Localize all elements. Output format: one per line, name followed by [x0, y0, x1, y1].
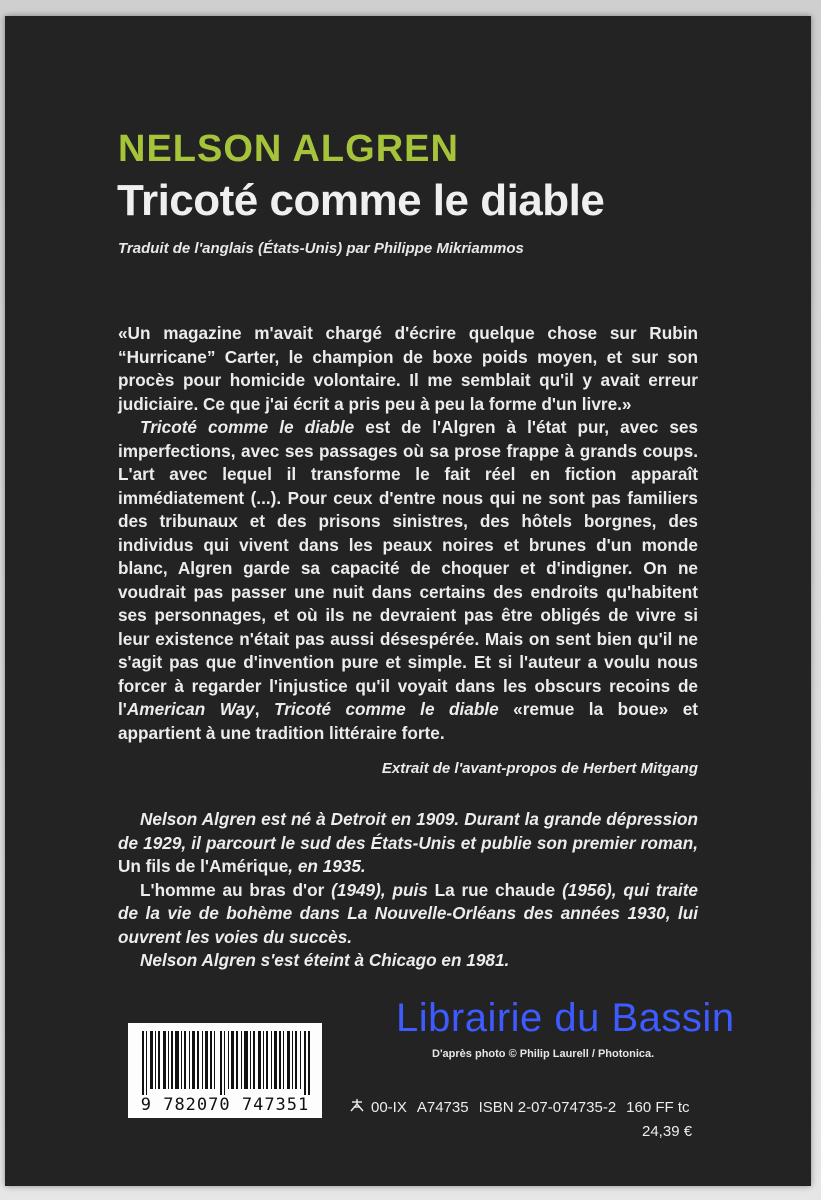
author-name: NELSON ALGREN — [118, 128, 459, 170]
author-bio — [118, 808, 698, 973]
blurb-american-way: American Way — [126, 699, 255, 719]
photo-credit: D'après photo © Philip Laurell / Photonica. — [432, 1048, 655, 1060]
bio-book-2: L'homme au bras d'or — [140, 879, 325, 900]
blurb-title-ref: Tricoté comme le diable — [140, 417, 355, 437]
barcode-number: 9 782070 747351 — [140, 1095, 310, 1115]
bio-paragraph-2: L'homme au bras d'or (1949), puis La rue chaude (1956), qui traite de la vie de bohème dans La Nouvelle-Orléans des années 1930, lui ouvrent les voies du succès. — [118, 879, 698, 947]
bio-paragraph-3: Nelson Algren s'est éteint à Chicago en 1981. — [140, 950, 510, 970]
blurb-paragraph: Tricoté comme le diable est de l'Algren à l'état pur, avec ses imperfections, avec ses passages où sa prose frappe à grands coups. L'art avec lequel il transforme le fait réel en fiction apparaît immédiatement (...). Pour ceux d'entre nous qui ne sont pas familiers des tribunaux et des prisons sinistres, des hôtels borgnes, des individus qui vivent dans les peaux noires et brunes d'un monde blanc, Algren garde sa capacité de choquer et d'indigner. On ne voudrait pas passer une nuit dans certains des endroits qu'habitent ses personnages, et où ils ne devraient pas être obligés de vivre si leur existence n'était pas aussi désespérée. Mais on sent bien qu'il ne s'agit pas que d'invention pure et simple. Et si l'auteur a voulu nous forcer à regarder l'injustice qu'il voyait dans les obscurs recoins de l'American Way, Tricoté comme le diable «remue la boue» et appartient à une tradition littéraire forte. — [118, 417, 699, 743]
blurb-source: Extrait de l'avant-propos de Herbert Mitgang — [381, 760, 698, 777]
blurb-quote: «Un magazine m'avait chargé d'écrire quelque chose sur Rubin “Hurricane” Carter, le champion de boxe poids moyen, et sur son procès pour homicide volontaire. Il me semblait qu'il y avait erreur judiciaire. Ce que j'ai écrit a pris peu à peu la forme d'un livre.» — [118, 323, 698, 414]
blurb-title-ref-2: Tricoté comme le diable — [274, 699, 499, 719]
translator-credit: Traduit de l'anglais (États-Unis) par Philippe Mikriammos — [118, 240, 524, 257]
isbn: ISBN 2-07-074735-2 — [478, 1099, 617, 1116]
publisher-logo-icon — [349, 1098, 365, 1112]
bio-book-1: Un fils de l'Amérique — [118, 856, 289, 876]
bio-paragraph-1: Nelson Algren est né à Detroit en 1909. Durant la grande dépression de 1929, il parcourt le sud des États-Unis et publie son premier roman, Un fils de l'Amérique, en 1935. — [118, 809, 698, 876]
barcode-icon — [142, 1031, 310, 1095]
book-title: Tricoté comme le diable — [117, 176, 605, 225]
bio-book-3: La rue chaude — [434, 879, 556, 900]
price-euros: 24,39 € — [642, 1123, 693, 1140]
blurb-text — [118, 322, 698, 745]
bookstore-watermark: Librairie du Bassin — [396, 996, 735, 1040]
collection-code: 00-IX — [371, 1099, 407, 1116]
barcode-label — [128, 1023, 322, 1118]
price-francs: 160 FF tc — [626, 1099, 690, 1116]
isbn-line — [349, 1098, 700, 1116]
reference-code: A74735 — [416, 1099, 469, 1116]
